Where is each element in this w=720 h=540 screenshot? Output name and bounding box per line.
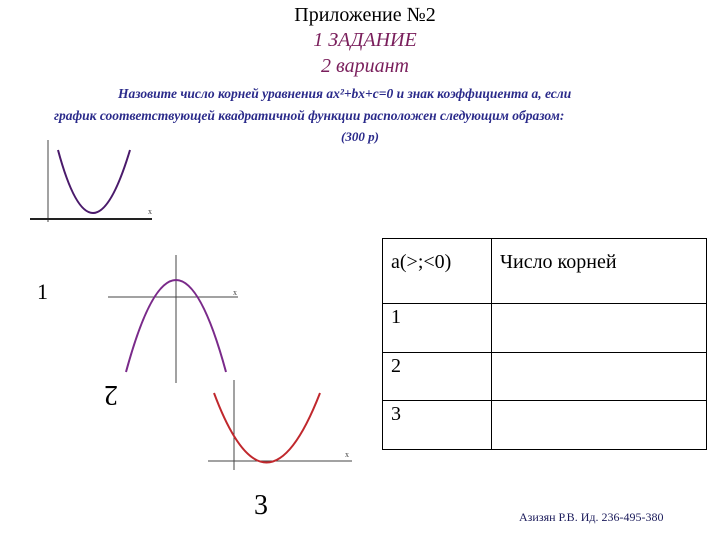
table-row — [383, 304, 707, 353]
header-cell-roots: Число корней — [492, 239, 707, 304]
graph-top — [30, 140, 152, 222]
graph-top-x-label: x — [148, 207, 152, 216]
row-number: 2 — [383, 352, 492, 401]
graph-3-curve — [214, 393, 320, 463]
graph-label-2: 2 — [104, 379, 118, 410]
header-cell-sign: a(>;<0) — [383, 239, 492, 304]
question-points: (300 р) — [341, 129, 379, 144]
graph-label-1: 1 — [37, 279, 48, 304]
graph-3-x-label: x — [345, 450, 349, 459]
row-number: 1 — [383, 304, 492, 353]
table-row — [383, 352, 707, 401]
variant-title: 2 вариант — [321, 55, 409, 77]
question-line-2: график соответствующей квадратичной функции расположен следующим образом: — [54, 108, 565, 123]
graph-label-3: 3 — [254, 490, 268, 521]
graph-1 — [108, 255, 238, 383]
question-line-1: Назовите число корней уравнения ax²+bx+c=0 и знак коэффициента a, если — [118, 86, 572, 101]
answer-table — [382, 238, 707, 450]
graph-top-curve — [58, 150, 130, 213]
graph-3 — [208, 380, 352, 470]
answer-cell[interactable] — [492, 401, 707, 450]
answer-cell[interactable] — [492, 352, 707, 401]
answer-cell[interactable] — [492, 304, 707, 353]
footer-author: Азизян Р.В. Ид. 236-495-380 — [519, 510, 664, 524]
table-header-row — [383, 239, 707, 304]
appendix-title: Приложение №2 — [294, 4, 436, 26]
table-row — [383, 401, 707, 450]
graph-1-x-label: x — [233, 288, 237, 297]
row-number: 3 — [383, 401, 492, 450]
task-title: 1 ЗАДАНИЕ — [313, 29, 417, 51]
